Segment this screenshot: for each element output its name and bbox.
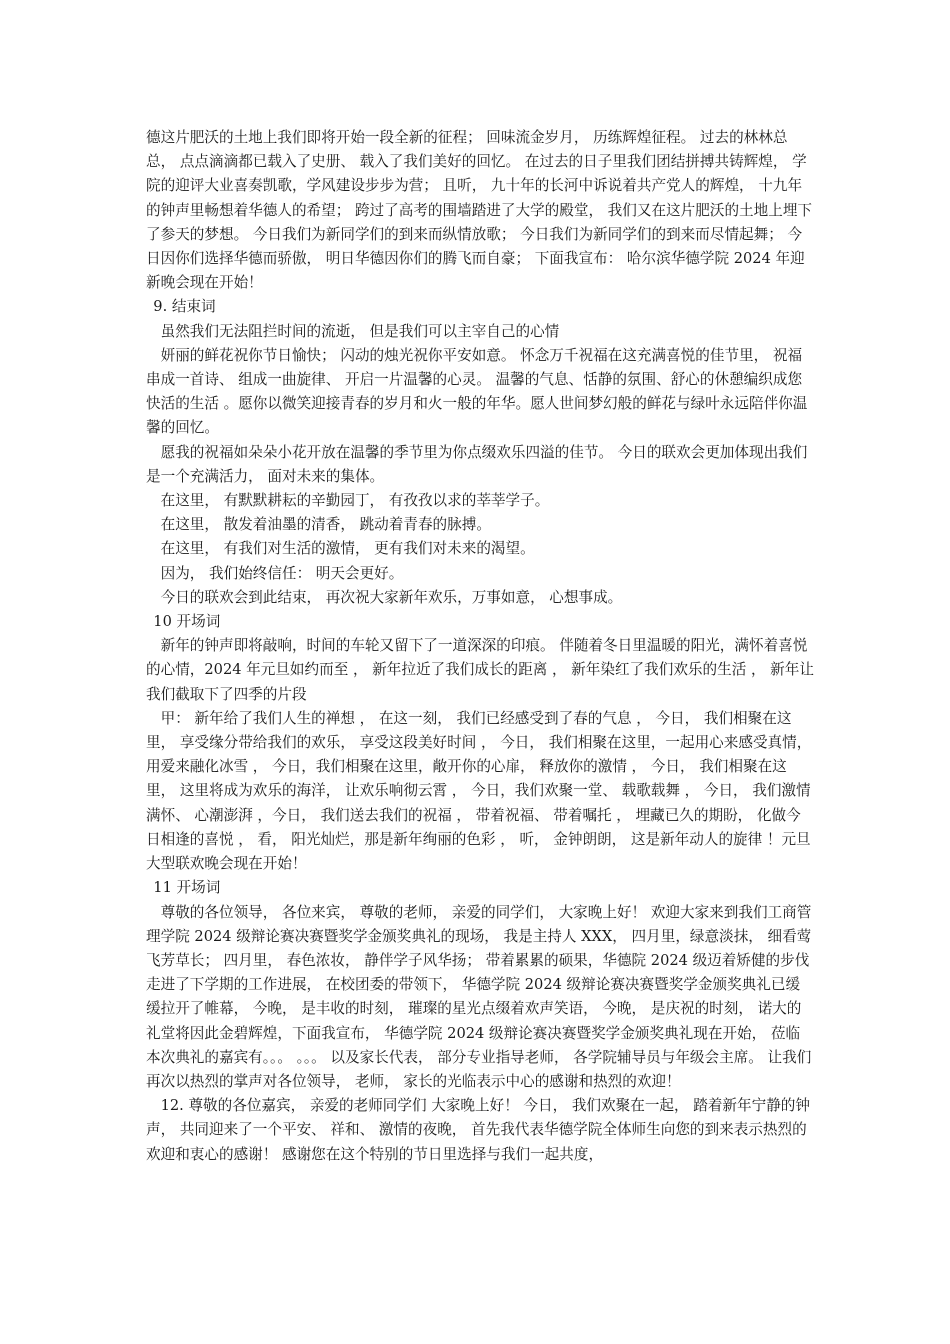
section-heading-10: 10 开场词 (153, 613, 221, 631)
section-heading-9: 9. 结束词 (153, 298, 216, 316)
paragraph-intro: 德这片肥沃的土地上我们即将开始一段全新的征程； 回味流金岁月， 历练辉煌征程。 过去的林林总总， 点点滴滴都已载入了史册、 载入了我们美好的回忆。 在过去的日子里我们团结拼搏共铸辉煌， 学院的迎评大业喜奏凯歌，学风建设步步为营； 且听， 九十年的长河中诉说着共产党人的辉煌， 十九年的钟声里畅想着华德人的希望； 跨过了高考的围墙踏进了大学的殿堂， 我们又在这片肥沃的土地上埋下了参天的梦想。 今日我们为新同学们的到来而纵情放歌； 今日我们为新同学们的到来而尽情起舞； 今日因你们选择华德而骄傲， 明日华德因你们的腾飞而自豪； 下面我宣布： 哈尔滨华德学院 2024 年迎新晚会现在开始！ (146, 129, 813, 292)
paragraph: 虽然我们无法阻拦时间的流逝， 但是我们可以主宰自己的心情 (160, 322, 560, 340)
paragraph: 在这里， 有我们对生活的激情， 更有我们对未来的渴望。 (160, 540, 535, 558)
section-heading-11: 11 开场词 (153, 879, 221, 897)
paragraph: 12. 尊敬的各位嘉宾， 亲爱的老师同学们 大家晚上好！ 今日， 我们欢聚在一起， 踏着新年宁静的钟声， 共同迎来了一个平安、 祥和、 激情的夜晚， 首先我代表华德学院全体师生向您的到来表示热烈的欢迎和衷心的感谢！ 感谢您在这个特别的节日里选择与我们一起共度， (146, 1097, 810, 1163)
paragraph: 在这里， 散发着油墨的清香， 跳动着青春的脉搏。 (160, 516, 491, 534)
paragraph: 甲： 新年给了我们人生的禅想 ， 在这一刻， 我们已经感受到了春的气息 ， 今日， 我们相聚在这里， 享受缘分带给我们的欢乐， 享受这段美好时间 ， 今日， 我们相聚在这里，一起用心来感受真情， 用爱来融化冰雪 ， 今日，我们相聚在这里，敞开你的心扉， 释放你的激情 ， 今日， 我们相聚在这里， 这里将成为欢乐的海洋， 让欢乐响彻云霄 ， 今日，我们欢聚一堂、 载歌载舞 ， 今日， 我们激情满怀、 心潮澎湃 ，今日， 我们送去我们的祝福 ， 带着祝福、 带着嘱托 ， 埋藏已久的期盼， 化做今日相逢的喜悦 ， 看， 阳光灿烂，那是新年绚丽的色彩 ， 听， 金钟朗朗， 这是新年动人的旋律 ！元旦大型联欢晚会现在开始！ (146, 709, 812, 873)
paragraph: 尊敬的各位领导， 各位来宾， 尊敬的老师， 亲爱的同学们， 大家晚上好！ 欢迎大家来到我们工商管理学院 2024 级辩论赛决赛暨奖学金颁奖典礼的现场， 我是主持人 XXX， 四月里，绿意淡抹， 细看莺飞芳草长； 四月里， 春色浓妆， 静伴学子风华扬； 带着累累的硕果，华德院 2024 级迈着矫健的步伐走进了下学期的工作进展， 在校团委的带领下， 华德学院 2024 级辩论赛决赛暨奖学金颁奖典礼已缓缓拉开了帷幕， 今晚， 是丰收的时刻， 璀璨的星光点缀着欢声笑语， 今晚， 是庆祝的时刻， 诺大的礼堂将因此金碧辉煌，下面我宣布， 华德学院 2024 级辩论赛决赛暨奖学金颁奖典礼现在开始， 莅临本次典礼的嘉宾有。。。 。。。 以及家长代表， 部分专业指导老师， 各学院辅导员与年级会主席。 让我们再次以热烈的掌声对各位领导， 老师， 家长的光临表示中心的感谢和热烈的欢迎！ (146, 903, 812, 1090)
paragraph: 今日的联欢会到此结束， 再次祝大家新年欢乐，万事如意， 心想事成。 (160, 588, 623, 606)
paragraph: 在这里， 有默默耕耘的辛勤园丁， 有孜孜以求的莘莘学子。 (160, 492, 550, 510)
document-body (146, 126, 814, 1167)
paragraph: 妍丽的鲜花祝你节日愉快； 闪动的烛光祝你平安如意。 怀念万千祝福在这充满喜悦的佳节里， 祝福串成一首诗、 组成一曲旋律、 开启一片温馨的心灵。 温馨的气息、恬静的氛围、舒心的休憩编织成您快活的生活 。愿你以微笑迎接青春的岁月和火一般的年华。愿人世间梦幻般的鲜花与绿叶永远陪伴你温馨的回忆。 (146, 346, 808, 437)
paragraph: 愿我的祝福如朵朵小花开放在温馨的季节里为你点缀欢乐四溢的佳节。 今日的联欢会更加体现出我们是一个充满活力， 面对未来的集体。 (146, 443, 808, 485)
paragraph: 新年的钟声即将敲响，时间的车轮又留下了一道深深的印痕。 伴随着冬日里温暖的阳光，满怀着喜悦的心情，2024 年元旦如约而至 ， 新年拉近了我们成长的距离 ， 新年染红了我们欢乐的生活 ， 新年让我们截取下了四季的片段 (146, 637, 814, 703)
paragraph: 因为， 我们始终信任： 明天会更好。 (160, 564, 404, 582)
